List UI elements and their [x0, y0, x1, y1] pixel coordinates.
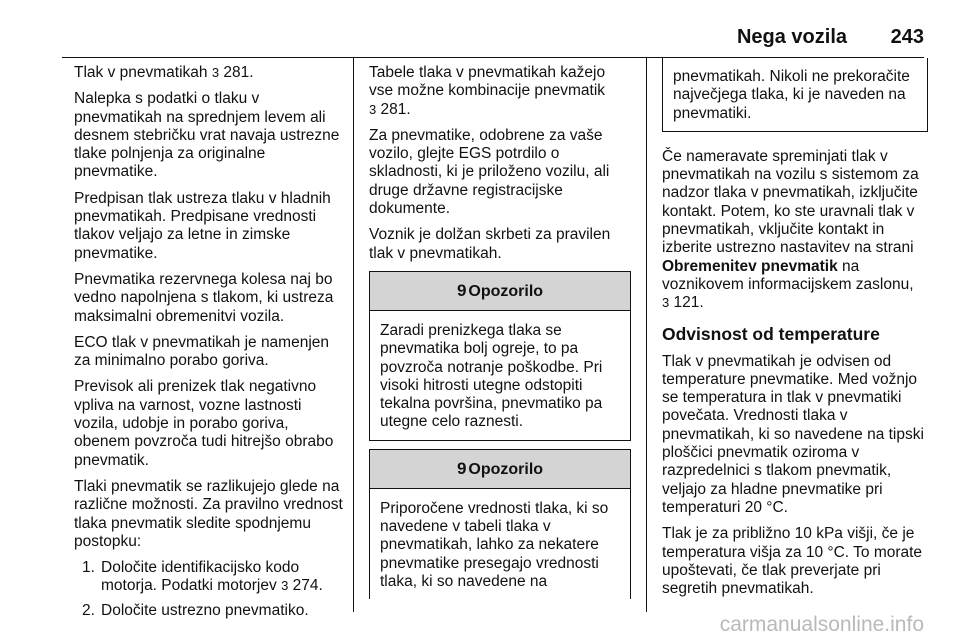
- column-2: [369, 64, 631, 599]
- warning-text: Zaradi prenizkega tlaka se pnevmatika bolj ogreje, to pa povzroča notranje poškodbe. Pri visoki hitrosti utegne odstopiti tekalna površina, pnevmatiko pa utegne celo raznesti.: [380, 321, 603, 431]
- page-reference: 3 274.: [281, 577, 323, 595]
- reference-arrow-icon: 3: [281, 578, 289, 594]
- paragraph: Tabele tlaka v pnevmatikah kažejo vse možne kombinacije pnevmatik 3 281.: [369, 64, 606, 118]
- paragraph: Nalepka s podatki o tlaku v pnevmatikah na sprednjem levem ali desnem stebričku vrat navaja ustrezne tlake polnjenja za originalne pnevmatike.: [74, 90, 340, 181]
- reference-arrow-icon: 3: [662, 295, 670, 311]
- warning-text: Priporočene vrednosti tlaka, ki so navedene v tabeli tlaka v pnevmatikah, lahko za nekatere pnevmatike presegajo vrednosti tlaka, ki so navedene na: [380, 499, 609, 590]
- column-3: [662, 64, 928, 606]
- column-divider-1: [353, 58, 354, 612]
- menu-setting-name: Obremenitev pnevmatik: [662, 257, 838, 275]
- warning-box: [369, 449, 631, 599]
- reference-arrow-icon: 3: [369, 101, 377, 117]
- paragraph: Voznik je dolžan skrbeti za pravilen tlak v pnevmatikah.: [369, 226, 611, 262]
- page-reference: 3 281.: [369, 100, 411, 118]
- paragraph: Tlak v pnevmatikah 3 281.: [74, 64, 254, 81]
- column-1: [74, 64, 344, 626]
- paragraph: Tlaki pnevmatik se razlikujejo glede na različne možnosti. Za pravilno vrednost tlaka pnevmatik sledite spodnjemu postopku:: [74, 477, 343, 550]
- warning-triangle-icon: 9: [456, 280, 467, 300]
- paragraph: Pnevmatika rezervnega kolesa naj bo vedno napolnjena s tlakom, ki ustreza maksimalni obremenitvi vozila.: [74, 270, 334, 325]
- list-item: 2. Določite ustrezno pnevmatiko.: [82, 601, 309, 619]
- paragraph: Za pnevmatike, odobrene za vaše vozilo, glejte EGS potrdilo o skladnosti, ki je priloženo vozilu, ali druge državne registracijske dokumente.: [369, 126, 610, 218]
- warning-box-continued: [662, 58, 928, 132]
- subsection-heading: Odvisnost od temperature: [662, 323, 880, 344]
- page-reference: 3 121.: [662, 294, 704, 312]
- paragraph: Predpisan tlak ustreza tlaku v hladnih pnevmatikah. Predpisane vrednosti tlakov veljajo za letne in zimske pnevmatike.: [74, 189, 331, 262]
- procedure-list: [74, 559, 344, 620]
- column-divider-2: [646, 58, 647, 612]
- section-title: Nega vozila: [736, 26, 847, 48]
- list-item: 1. Določite identifikacijsko kodo motorja. Podatki motorjev 3 274.: [82, 559, 323, 595]
- page-reference: 3 281.: [211, 64, 254, 81]
- paragraph: Previsok ali prenizek tlak negativno vpliva na varnost, vozne lastnosti vozila, udobje in porabo goriva, obenem povzroča tudi hitrejšo obrabo pnevmatik.: [74, 378, 334, 469]
- warning-header: 9 Opozorilo: [370, 450, 630, 489]
- warning-header: 9 Opozorilo: [370, 272, 630, 311]
- warning-text: pnevmatikah. Nikoli ne prekoračite največjega tlaka, ki je naveden na pnevmatiki.: [673, 68, 910, 122]
- page-header: [0, 0, 960, 58]
- watermark: carmanualsonline.info: [719, 613, 924, 636]
- paragraph: Tlak v pnevmatikah je odvisen od temperature pnevmatike. Med vožnjo se temperatura in tlak v pnevmatiki povečata. Vrednosti tlaka v pnevmatikah, ki so navedene na tipski ploščici pnevmatik oziroma v razpredelnici s tlakom pnevmatik, veljajo za hladne pnevmatike pri temperaturi 20 °C.: [662, 352, 924, 516]
- paragraph: Tlak je za približno 10 kPa višji, če je temperatura višja za 10 °C. To morate upoštevati, če tlak preverjate pri segretih pnevmatikah.: [662, 525, 923, 598]
- warning-triangle-icon: 9: [456, 458, 467, 478]
- warning-box: [369, 271, 631, 441]
- reference-arrow-icon: 3: [211, 65, 220, 80]
- paragraph: Če nameravate spreminjati tlak v pnevmatikah na vozilu s sistemom za nadzor tlaka v pnevmatikah, izključite kontakt. Potem, ko ste uravnali tlak v pnevmatikah, vključite kontakt in izberite ustrezno nastavitev na strani Obremenitev pnevmatik na voznikovem informacijskem zaslonu, 3 121.: [662, 147, 919, 312]
- paragraph: ECO tlak v pnevmatikah je namenjen za minimalno porabo goriva.: [74, 333, 330, 370]
- page-number: 243: [890, 26, 924, 48]
